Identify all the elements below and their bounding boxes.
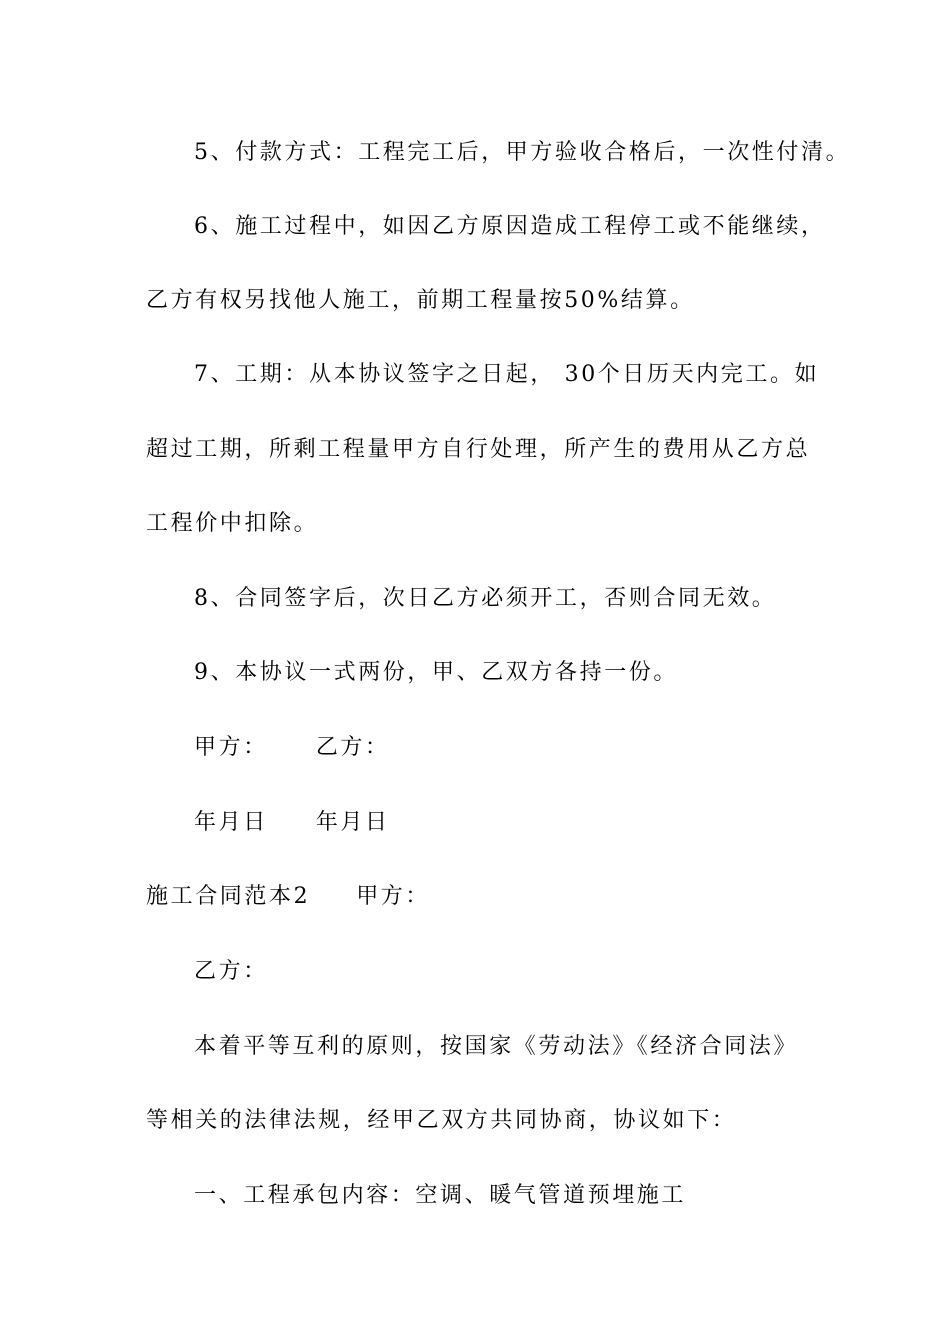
intro-line-1: 本着平等互利的原则，按国家《劳动法》《经济合同法》 — [194, 1034, 799, 1059]
contract-heading-row — [146, 882, 430, 912]
clause-8: 8、合同签字后，次日乙方必须开工，否则合同无效。 — [194, 586, 777, 611]
clause-9: 9、本协议一式两份，甲、乙双方各持一份。 — [194, 660, 678, 685]
date-row — [194, 808, 390, 838]
sign-party-b: 乙方： — [315, 735, 390, 760]
date-party-b: 年月日 — [315, 810, 390, 835]
sign-party-a: 甲方： — [194, 735, 268, 760]
contract-title: 施工合同范本2 — [146, 884, 311, 909]
clause-one-scope: 一、工程承包内容：空调、暖气管道预埋施工 — [194, 1183, 687, 1208]
clause-5-payment: 5、付款方式：工程完工后，甲方验收合格后，一次性付清。 — [194, 140, 851, 165]
clause-7-line-1: 7、工期：从本协议签字之日起， 30个日历天内完工。如 — [194, 362, 820, 387]
clause-6-line-2: 乙方有权另找他人施工，前期工程量按50%结算。 — [146, 288, 695, 313]
contract-party-b: 乙方： — [194, 959, 268, 984]
clause-7-line-3: 工程价中扣除。 — [146, 511, 319, 536]
clause-7-line-2: 超过工期，所剩工程量甲方自行处理，所产生的费用从乙方总 — [146, 437, 811, 462]
clause-6-line-1: 6、施工过程中，如因乙方原因造成工程停工或不能继续， — [194, 214, 826, 239]
contract-party-a: 甲方： — [356, 884, 431, 909]
signature-row — [194, 733, 390, 763]
date-party-a: 年月日 — [194, 810, 268, 835]
intro-line-2: 等相关的法律法规，经甲乙双方共同协商，协议如下： — [146, 1108, 737, 1133]
